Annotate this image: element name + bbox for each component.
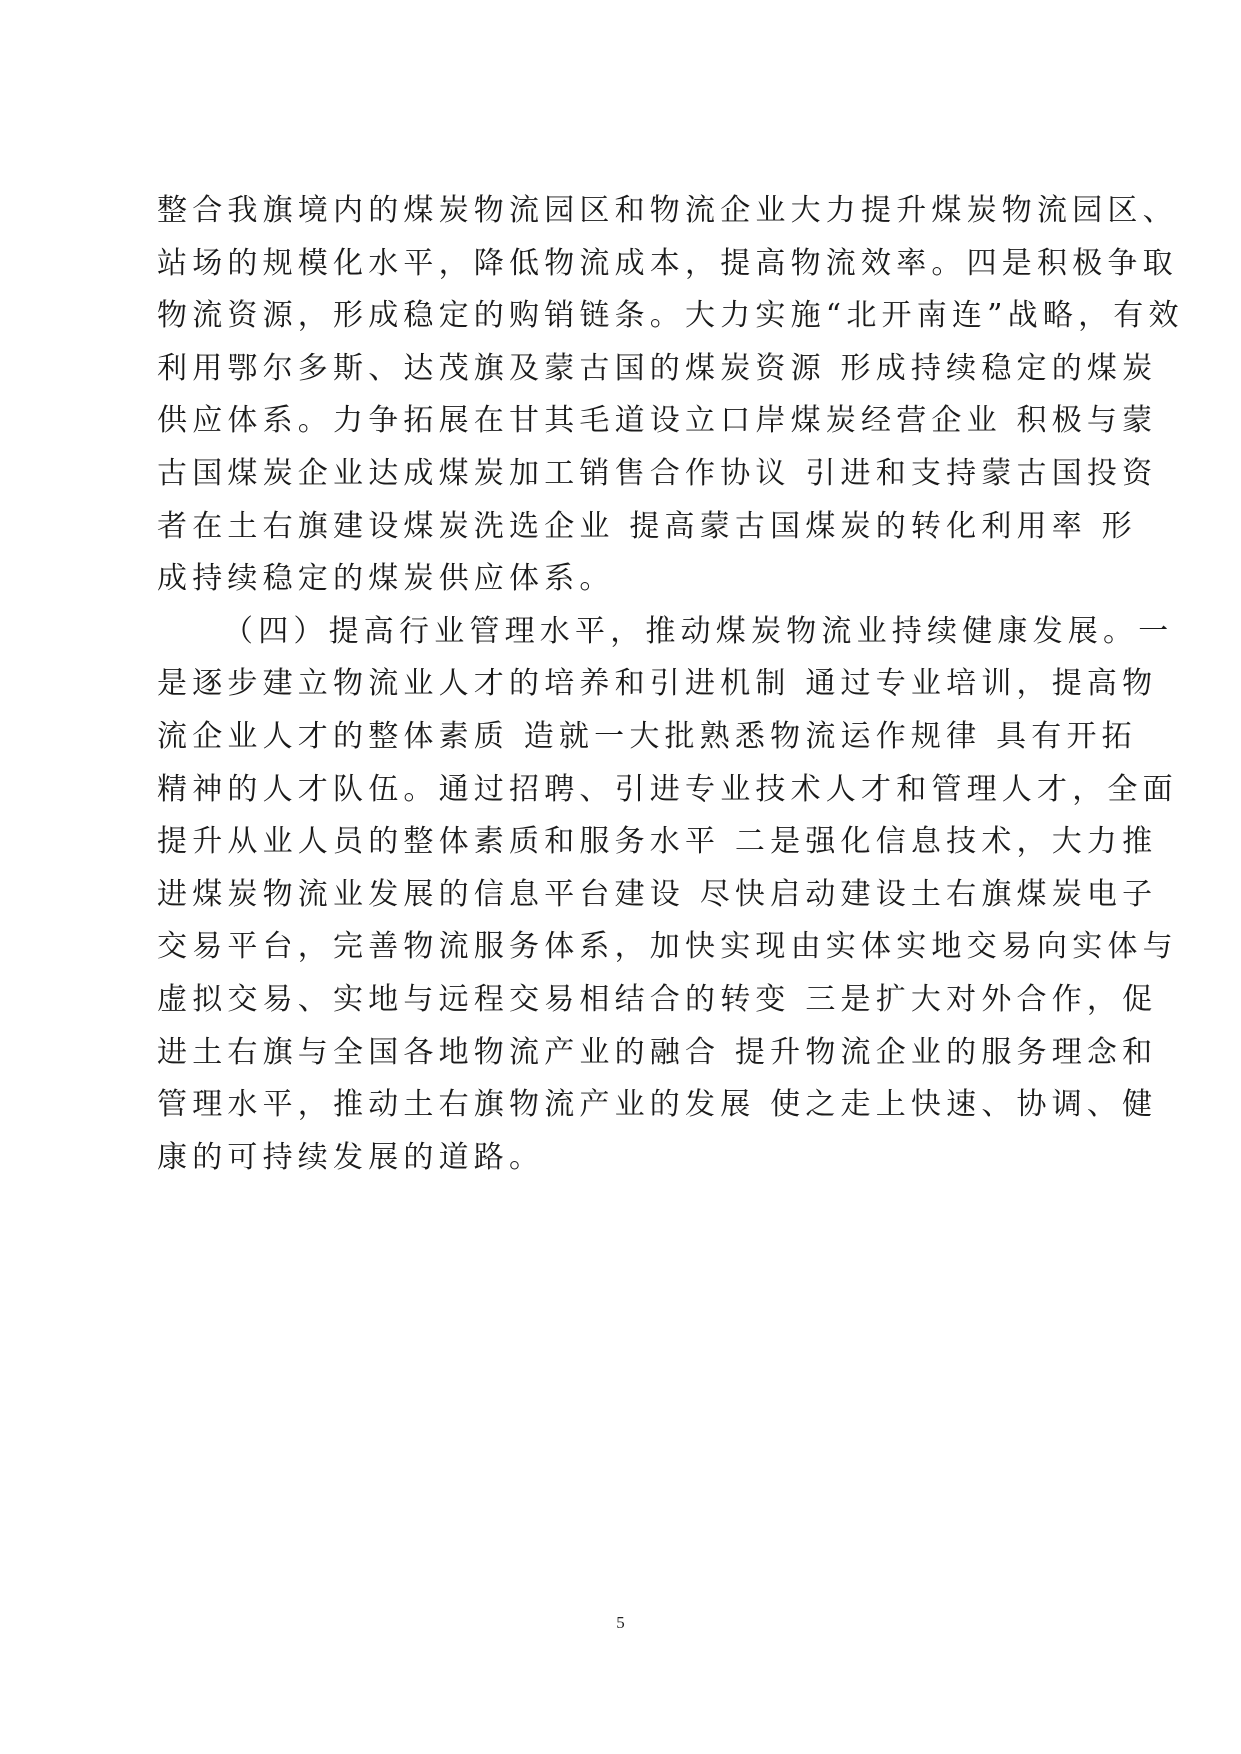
text-line: 供应体系。力争拓展在甘其毛道设立口岸煤炭经营企业 积极与蒙 [157, 403, 1158, 439]
text-line: 进土右旗与全国各地物流产业的融合 提升物流企业的服务理念和 [157, 1034, 1158, 1070]
text-line: 提升从业人员的整体素质和服务水平 二是强化信息技术，大力推 [157, 824, 1158, 860]
text-line: 流企业人才的整体素质 造就一大批熟悉物流运作规律 具有开拓 [157, 718, 1137, 754]
text-line: 整合我旗境内的煤炭物流园区和物流企业大力提升煤炭物流园区、 [157, 193, 1178, 228]
text-line: 古国煤炭企业达成煤炭加工销售合作协议 引进和支持蒙古国投资 [157, 455, 1158, 491]
text-line: 者在土右旗建设煤炭洗选企业 提高蒙古国煤炭的转化利用率 形 [157, 508, 1137, 544]
text-line: 虚拟交易、实地与远程交易相结合的转变 三是扩大对外合作，促 [157, 981, 1158, 1017]
body-text [157, 185, 1184, 1184]
text-line: 是逐步建立物流业人才的培养和引进机制 通过专业培训，提高物 [157, 666, 1158, 702]
text-line: 利用鄂尔多斯、达茂旗及蒙古国的煤炭资源 形成持续稳定的煤炭 [157, 350, 1158, 386]
text-line: 站场的规模化水平，降低物流成本，提高物流效率。四是积极争取 [157, 245, 1178, 281]
text-line: 精神的人才队伍。通过招聘、引进专业技术人才和管理人才，全面 [157, 771, 1178, 807]
text-line: 成持续稳定的煤炭供应体系。 [157, 561, 615, 597]
text-line: 康的可持续发展的道路。 [157, 1139, 545, 1175]
text-line: 物流资源，形成稳定的购销链条。大力实施“北开南连”战略，有效 [157, 298, 1184, 334]
text-line: 交易平台，完善物流服务体系，加快实现由实体实地交易向实体与 [157, 929, 1178, 965]
text-line: 管理水平，推动土右旗物流产业的发展 使之走上快速、协调、健 [157, 1087, 1158, 1123]
section-heading-line: （四）提高行业管理水平，推动煤炭物流业持续健康发展。一 [223, 613, 1174, 649]
text-line: 进煤炭物流业发展的信息平台建设 尽快启动建设土右旗煤炭电子 [157, 876, 1158, 912]
page-number: 5 [616, 1613, 625, 1632]
